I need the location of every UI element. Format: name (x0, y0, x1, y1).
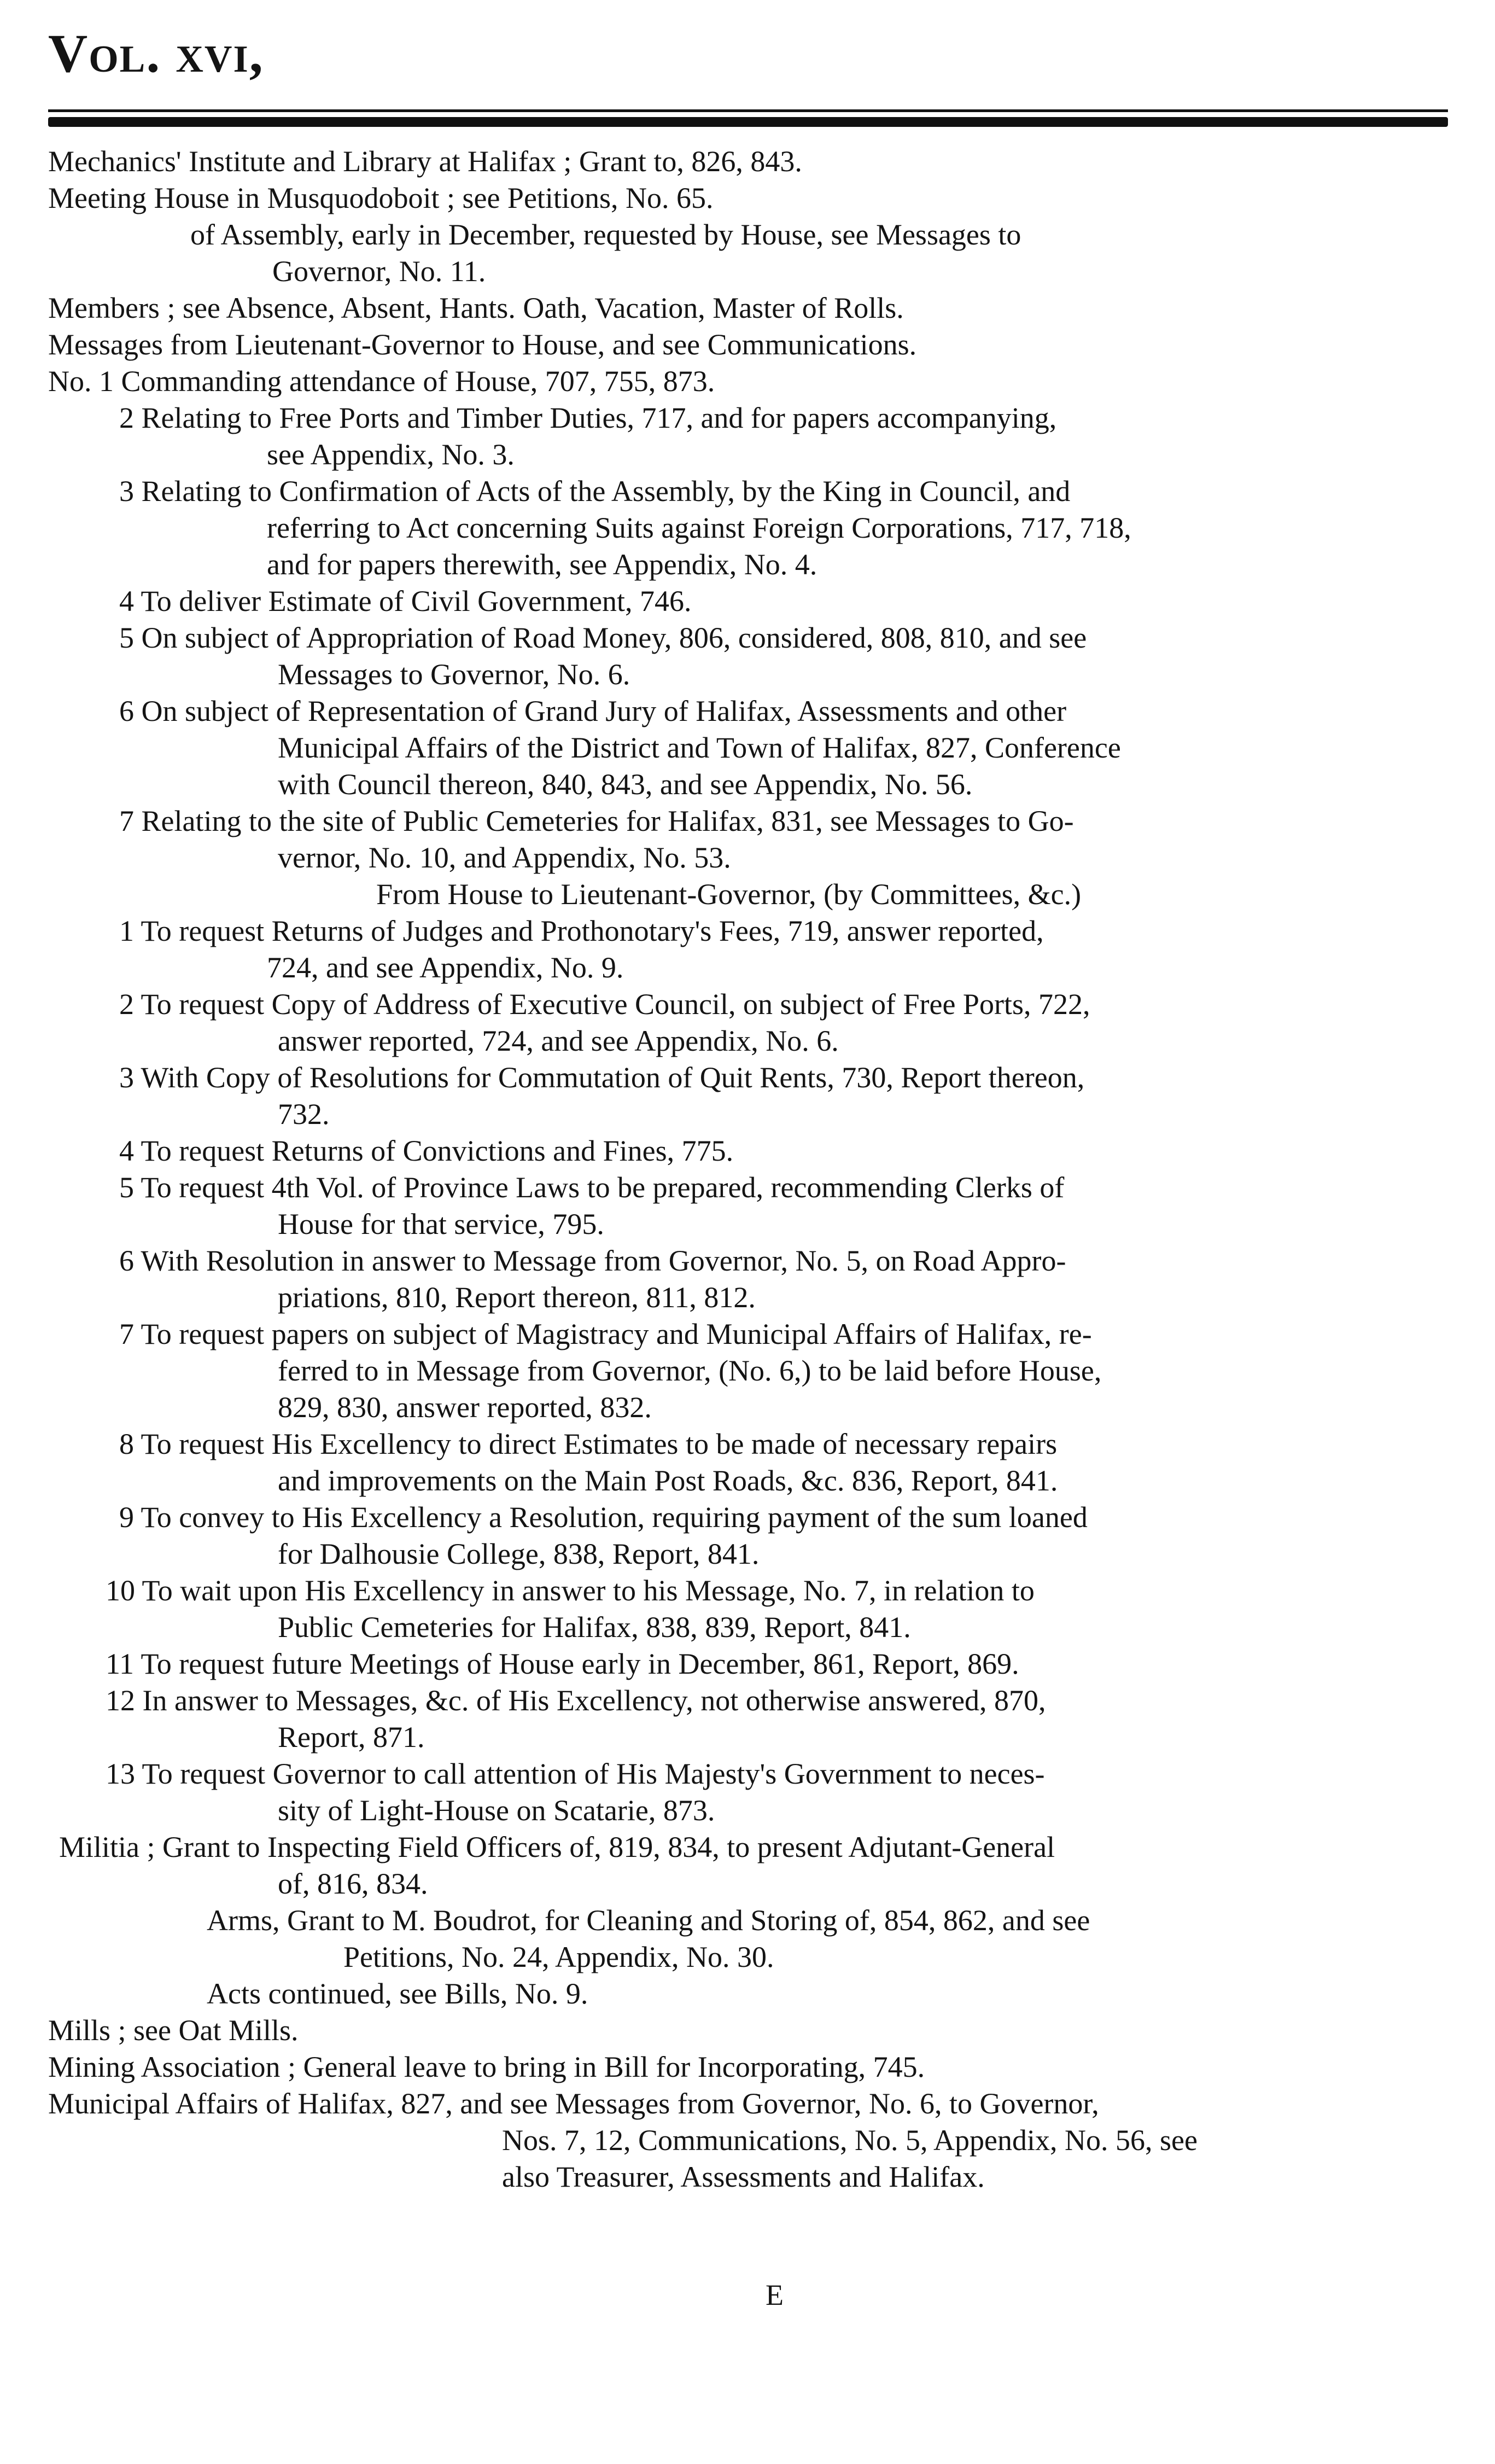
index-line: 10 To wait upon His Excellency in answer to his Message, No. 7, in relation to (106, 1574, 1035, 1607)
index-line: Arms, Grant to M. Boudrot, for Cleaning and Storing of, 854, 862, and see (207, 1904, 1090, 1937)
index-line: 6 On subject of Representation of Grand Jury of Halifax, Assessments and other (119, 695, 1067, 727)
index-line: Members ; see Absence, Absent, Hants. Oath, Vacation, Master of Rolls. (48, 292, 904, 324)
index-line: 5 To request 4th Vol. of Province Laws to be prepared, recommending Clerks of (119, 1171, 1065, 1204)
index-line: Messages to Governor, No. 6. (278, 658, 630, 691)
index-line: 1 To request Returns of Judges and Prothonotary's Fees, 719, answer reported, (119, 914, 1044, 947)
index-line: 5 On subject of Appropriation of Road Money, 806, considered, 808, 810, and see (119, 621, 1087, 654)
index-line: Governor, No. 11. (272, 255, 486, 288)
index-line: 6 With Resolution in answer to Message from Governor, No. 5, on Road Appro- (119, 1244, 1066, 1277)
index-line: Militia ; Grant to Inspecting Field Officers of, 819, 834, to present Adjutant-General (59, 1831, 1055, 1863)
signature-mark: E (766, 2279, 784, 2311)
index-line: House for that service, 795. (278, 1208, 604, 1240)
index-line: answer reported, 724, and see Appendix, No. 6. (278, 1024, 839, 1057)
index-line: Mills ; see Oat Mills. (48, 2014, 299, 2047)
index-line: Report, 871. (278, 1721, 425, 1754)
index-line: From House to Lieutenant-Governor, (by Committees, &c.) (376, 878, 1082, 911)
index-line: 13 To request Governor to call attention of His Majesty's Government to neces- (106, 1757, 1045, 1790)
index-line: Messages from Lieutenant-Governor to House, and see Communications. (48, 328, 917, 361)
index-line: Municipal Affairs of Halifax, 827, and see Messages from Governor, No. 6, to Governor, (48, 2087, 1099, 2120)
index-line: 724, and see Appendix, No. 9. (267, 951, 624, 984)
index-line: of Assembly, early in December, requested by House, see Messages to (190, 218, 1021, 251)
index-line: 732. (278, 1098, 330, 1131)
index-line: Municipal Affairs of the District and Town of Halifax, 827, Conference (278, 731, 1121, 764)
index-line: 829, 830, answer reported, 832. (278, 1391, 652, 1424)
index-line: Petitions, No. 24, Appendix, No. 30. (343, 1941, 774, 1973)
index-line: Public Cemeteries for Halifax, 838, 839, Report, 841. (278, 1611, 911, 1644)
index-line: 4 To deliver Estimate of Civil Government, 746. (119, 585, 692, 618)
index-line: 3 Relating to Confirmation of Acts of the Assembly, by the King in Council, and (119, 475, 1071, 508)
index-line: also Treasurer, Assessments and Halifax. (502, 2160, 985, 2193)
index-line: 3 With Copy of Resolutions for Commutation of Quit Rents, 730, Report thereon, (119, 1061, 1085, 1094)
index-line: sity of Light-House on Scatarie, 873. (278, 1794, 715, 1827)
index-line: for Dalhousie College, 838, Report, 841. (278, 1537, 760, 1570)
index-line: of, 816, 834. (278, 1867, 428, 1900)
index-line: priations, 810, Report thereon, 811, 812. (278, 1281, 756, 1314)
index-line: see Appendix, No. 3. (267, 438, 515, 471)
index-entries (48, 143, 1448, 2195)
index-line: Meeting House in Musquodoboit ; see Petitions, No. 65. (48, 182, 714, 214)
index-line: ferred to in Message from Governor, (No. 6,) to be laid before House, (278, 1354, 1102, 1387)
index-line: with Council thereon, 840, 843, and see Appendix, No. 56. (278, 768, 973, 801)
header-rule-thin (48, 109, 1448, 112)
index-line: Mining Association ; General leave to bring in Bill for Incorporating, 745. (48, 2051, 925, 2083)
index-line: 2 Relating to Free Ports and Timber Duties, 717, and for papers accompanying, (119, 401, 1057, 434)
index-line: Mechanics' Institute and Library at Halifax ; Grant to, 826, 843. (48, 145, 802, 178)
index-line: 9 To convey to His Excellency a Resolution, requiring payment of the sum loaned (119, 1501, 1088, 1534)
index-line: referring to Act concerning Suits against Foreign Corporations, 717, 718, (267, 511, 1131, 544)
index-line: 12 In answer to Messages, &c. of His Excellency, not otherwise answered, 870, (106, 1684, 1046, 1717)
index-line: 11 To request future Meetings of House early in December, 861, Report, 869. (106, 1647, 1019, 1680)
index-line: 2 To request Copy of Address of Executive Council, on subject of Free Ports, 722, (119, 988, 1090, 1021)
index-line: Nos. 7, 12, Communications, No. 5, Appendix, No. 56, see (502, 2124, 1198, 2157)
index-line: 8 To request His Excellency to direct Estimates to be made of necessary repairs (119, 1428, 1058, 1460)
index-line: and improvements on the Main Post Roads, &c. 836, Report, 841. (278, 1464, 1058, 1497)
index-line: and for papers therewith, see Appendix, No. 4. (267, 548, 817, 581)
index-line: 7 Relating to the site of Public Cemeteries for Halifax, 831, see Messages to Go- (119, 805, 1074, 837)
index-line: vernor, No. 10, and Appendix, No. 53. (278, 841, 731, 874)
index-line: Acts continued, see Bills, No. 9. (207, 1977, 588, 2010)
volume-header: Vol. xvi, (48, 23, 264, 84)
index-line: 4 To request Returns of Convictions and Fines, 775. (119, 1134, 734, 1167)
header-rule-thick (48, 117, 1448, 127)
index-line: 7 To request papers on subject of Magistracy and Municipal Affairs of Halifax, re- (119, 1318, 1092, 1350)
index-line: No. 1 Commanding attendance of House, 707, 755, 873. (48, 365, 715, 398)
